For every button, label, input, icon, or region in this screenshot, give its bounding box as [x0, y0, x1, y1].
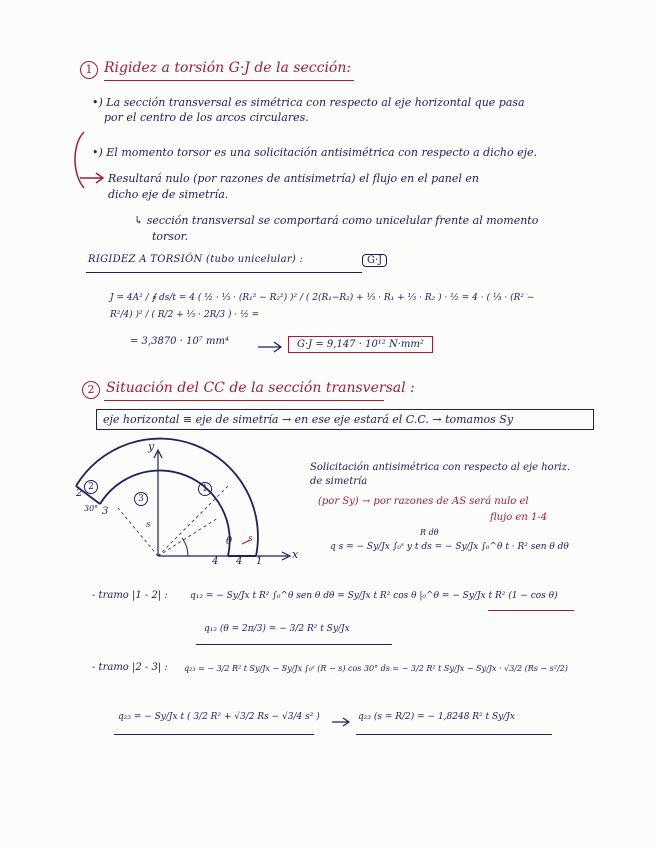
symmetry-statement-box: eje horizontal ≡ eje de simetría → en ese eje estará el C.C. → tomamos Sy: [96, 409, 594, 430]
q12-expression: q₁₂ = − Sy/Jx t R² ∫₀^θ sen θ dθ = Sy/Jx t R² cos θ |₀^θ = − Sy/Jx t R² (1 − cos θ): [190, 591, 558, 601]
section-1-title: Rigidez a torsión G·J de la sección:: [104, 60, 352, 76]
section-2-title: Situación del CC de la sección transversal :: [106, 380, 415, 396]
figure-node-1: 1: [256, 556, 263, 567]
q-general: q s = − Sy/Jx ∫₀ˢ y t ds = − Sy/Jx ∫₀^θ t · R² sen θ dθ: [330, 542, 569, 552]
antisym-line-1: Solicitación antisimétrica con respecto al eje horiz.: [310, 462, 571, 473]
q23-expanded: q₂₃ = − Sy/Jx t ( 3/2 R² + √3/2 Rs − √3/4 s² ): [118, 712, 320, 722]
figure-circled-3: 3: [134, 492, 148, 506]
figure-axis-x: x: [292, 548, 299, 561]
tramo-23-label: - tramo |2 - 3| :: [92, 662, 168, 673]
q12-underline: [488, 610, 574, 611]
tramo-12-label: - tramo |1 - 2| :: [92, 590, 168, 601]
q23-arrow: [330, 716, 354, 728]
J-to-GJ-arrow: [256, 340, 286, 354]
section-2-number: 2: [82, 381, 100, 399]
section-1-number: 1: [80, 61, 98, 79]
figure-circled-2: 2: [84, 480, 98, 494]
antisym-line-3: (por Sy) → por razones de AS será nulo el: [318, 496, 529, 507]
antisym-line-2: de simetría: [310, 476, 368, 487]
rigidity-label: RIGIDEZ A TORSIÓN (tubo unicelular) :: [88, 254, 304, 265]
q23-eval-underline: [356, 734, 552, 735]
figure-node-4-right: 4: [236, 556, 243, 567]
bullet-1-line-1: •) La sección transversal es simétrica con respecto al eje horizontal que pasa: [92, 96, 525, 109]
J-value: = 3,3870 · 10⁷ mm⁴: [130, 336, 229, 347]
bullet-1-line-2: por el centro de los arcos circulares.: [104, 111, 309, 124]
figure-axis-y: y: [148, 440, 155, 453]
consequence-line-1: ↳ sección transversal se comportará como unicelular frente al momento: [134, 214, 539, 227]
q23-evaluation: q₂₃ (s = R/2) = − 1,8248 R² t Sy/Jx: [358, 712, 515, 722]
figure-circled-1: 1: [198, 482, 212, 496]
bullet-2: •) El momento torsor es una solicitación antisimétrica con respecto a dicho eje.: [92, 146, 538, 159]
result-line-2: dicho eje de simetría.: [108, 188, 229, 201]
section-2-title-underline: [104, 400, 384, 401]
result-line-1: Resultará nulo (por razones de antisimetría) el flujo en el panel en: [108, 172, 479, 185]
figure-s-label: s: [248, 534, 253, 544]
result-arrow: [78, 170, 108, 190]
GJ-value-box: G·J = 9,147 · 10¹² N·mm²: [288, 336, 433, 353]
figure-node-2: 2: [76, 488, 83, 499]
q12-evaluation: q₁₂ (θ = 2π/3) = − 3/2 R² t Sy/Jx: [204, 624, 350, 634]
q23-integral: q₂₃ = − 3/2 R² t Sy/Jx − Sy/Jx ∫₀ˢ (R − s) cos 30° ds = − 3/2 R² t Sy/Jx − Sy/Jx · √3/2 (Rs − s²/2): [184, 664, 568, 673]
q12-eval-underline: [196, 644, 392, 645]
figure-node-4-left: 4: [212, 556, 219, 567]
figure-node-3: 3: [102, 506, 109, 517]
q23-expanded-underline: [114, 734, 314, 735]
section-figure: [78, 446, 318, 586]
formula-J: J = 4A² / ∮ ds/t = 4 ( ½ · ⅓ · (R₁² − R₂²) )² / ( 2(R₁−R₂) + ⅓ · R₁ + ⅓ · R₂ ) · ½ = 4 · ( ⅓ · (R² − R²/4) )² / ( R/2 + ⅓ · 2R/3 ) · ½ =: [110, 293, 535, 320]
figure-angle-30: 30°: [84, 504, 99, 513]
antisym-line-4: flujo en 1-4: [490, 512, 548, 523]
section-1-title-underline: [104, 80, 354, 81]
consequence-line-2: torsor.: [152, 230, 189, 243]
figure-angle-theta: θ: [226, 536, 233, 547]
figure-s-label-2: s: [146, 520, 151, 530]
rigidity-symbol-box: G·J: [362, 254, 387, 267]
annotation-Rdtheta: R dθ: [420, 528, 439, 537]
rigidity-underline: [86, 272, 362, 273]
